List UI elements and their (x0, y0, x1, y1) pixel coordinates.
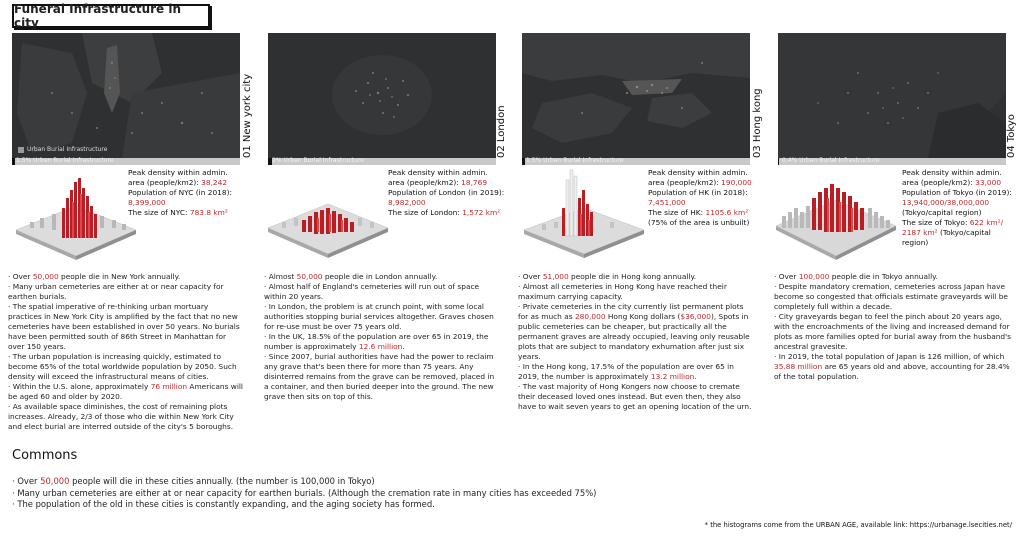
bullet-text: . (402, 342, 405, 351)
bullet-item (264, 272, 500, 282)
burial-bar-label: 1.5% Urban Burial Infrastructure (526, 157, 624, 164)
bullets-new-york (8, 272, 244, 432)
legend-label: Urban Burial Infrastructure (27, 146, 108, 153)
map-legend (18, 146, 107, 153)
city-label-tokyo: 04 Tokyo (1006, 114, 1017, 158)
bullets-london (264, 272, 500, 402)
burial-bar-london (268, 158, 496, 165)
bullet-text: · Since 2007, burial authorities have had the power to reclaim any grave that's been there for more than 75 years. Any disinterred remains from the grave can be removed, placed in a container, and then buried deeper into the ground. The new grave then sits on top of this. (264, 352, 495, 401)
bullet-text: people will die in these cities annually. (the number is 100,000 in Tokyo) (69, 476, 375, 486)
stats-value: 38,242 (201, 178, 228, 187)
stats-line (128, 178, 246, 188)
map-london-graphic (268, 33, 496, 158)
bullet-text: · Private cemeteries in the city currently list permanent plots for as much as (518, 302, 744, 321)
bullet-text: · The urban population is increasing quickly, estimated to become 65% of the total worldwide population by 2050. Such density will exceed the infrastructural means of cities. (8, 352, 237, 381)
bullet-text: · Almost (264, 272, 297, 281)
histogram-new-york (12, 168, 140, 268)
stats-line: Peak density within admin. (902, 168, 1002, 177)
city-label-london: 02 London (496, 105, 507, 158)
bullet-item (8, 272, 244, 282)
histogram-hong-kong (518, 168, 646, 268)
stats-label: The size of London: (388, 208, 463, 217)
stats-value: 8,982,000 (388, 198, 426, 207)
stats-line (648, 208, 766, 218)
burial-bar-label: 1.5% Urban Burial Infrastructure (16, 157, 114, 164)
burial-bar-label: 2% Urban Burial Infrastructure (272, 157, 364, 164)
stats-value: 13,940,000/38,000,000 (902, 198, 990, 207)
stats-new-york (128, 168, 246, 218)
burial-bar-fill (12, 158, 15, 165)
bullet-text: people die in London annually. (322, 272, 438, 281)
bullet-text: · In the UK, 18.5% of the population are over 65 in 2019, the number is approximately (264, 332, 489, 351)
bullet-item (774, 352, 1014, 382)
burial-bar-hong-kong (522, 158, 750, 165)
bullet-item (518, 302, 754, 362)
bullet-text: ), Spots in public cemeteries can be cheaper, but practically all the permanent graves are already occupied, leaving only reusable plots that are subject to mandatory exhumation after just six years. (518, 312, 750, 361)
stats-label: The size of Tokyo: (902, 218, 970, 227)
bullet-text: · Many urban cemeteries are either at or near capacity for earthen burials. (Although the cremation rate in many cities has exceeded 75%) (12, 487, 597, 498)
stats-value: 18,769 (461, 178, 488, 187)
burial-bar-label: 0.4% Urban Burial Infrastructure (782, 157, 880, 164)
bullet-text: · Over (774, 272, 799, 281)
burial-bar-new-york (12, 158, 240, 165)
map-new-york (12, 33, 240, 158)
bullet-text: . (694, 372, 697, 381)
stats-value: 190,000 (721, 178, 752, 187)
bullets-tokyo (774, 272, 1014, 382)
highlight-value: 35.88 million (774, 362, 823, 371)
stats-label: (Tokyo/capital region) (902, 208, 982, 217)
bullets-hong-kong (518, 272, 754, 412)
stats-london (388, 168, 506, 218)
bullet-item (264, 332, 500, 352)
stats-line (128, 208, 246, 218)
stats-value: 33,000 (975, 178, 1002, 187)
legend-swatch-icon (18, 147, 24, 153)
page-title (12, 4, 210, 28)
bullet-text: · Over (12, 476, 41, 486)
stats-line: Population of HK (in 2018): (648, 188, 748, 197)
burial-bar-tokyo (778, 158, 1006, 165)
histogram-london (262, 168, 390, 268)
map-hong-kong (522, 33, 750, 158)
stats-line (388, 178, 506, 188)
map-tokyo-graphic (778, 33, 1006, 158)
highlight-value: 100,000 (798, 272, 830, 281)
stats-line: Population of NYC (in 2018): (128, 188, 232, 197)
map-hong-kong-graphic (522, 33, 750, 158)
stats-value: 622 km²/ 2187 km² (902, 218, 1004, 237)
bullet-text: people die in New York annually. (58, 272, 181, 281)
stats-label: The size of HK: (648, 208, 706, 217)
stats-line: Peak density within admin. (648, 168, 748, 177)
stats-label: area (people/km2): (128, 178, 202, 187)
stats-label: The size of NYC: (128, 208, 190, 217)
stats-value: 1,572 km² (462, 208, 501, 217)
bullet-item (8, 352, 244, 382)
stats-value: 1105.6 km² (705, 208, 749, 217)
bullet-item (264, 302, 500, 332)
bullet-text: · Over (8, 272, 33, 281)
bullet-item (12, 476, 612, 488)
highlight-value: 12.6 million (358, 342, 403, 351)
bullet-item (518, 362, 754, 382)
bullet-text: are 65 years old and above, accounting for 28.4% of the total population. (774, 362, 1010, 381)
bullet-text: · In the Hong kong, 17.5% of the population are over 65 in 2019, the number is approximately (518, 362, 734, 381)
stats-label: area (people/km2): (388, 178, 462, 187)
stats-line (648, 178, 766, 188)
stats-line (902, 178, 1014, 188)
bullet-text: · Despite mandatory cremation, cemeteries across Japan have become so congested that officials estimate graveyards will be completely full within a decade. (774, 282, 1008, 311)
stats-line: Peak density within admin. (388, 168, 488, 177)
stats-hong-kong (648, 168, 766, 228)
bullet-text: · Almost half of England's cemeteries will run out of space within 20 years. (264, 282, 480, 301)
bullet-item (8, 302, 244, 352)
stats-line: Population of Tokyo (in 2019): (902, 188, 1012, 197)
highlight-value: 13.2 million (650, 372, 695, 381)
bullet-item (12, 499, 612, 511)
bullet-item (8, 382, 244, 402)
stats-label: area (people/km2): (648, 178, 722, 187)
bullet-text: people die in Tokyo annually. (829, 272, 938, 281)
bullet-item (774, 312, 1014, 352)
page-title-text: Funeral Infrastructure in city (14, 2, 181, 30)
bullet-item (8, 282, 244, 302)
stats-line (902, 198, 1014, 218)
city-label-hong-kong: 03 Hong kong (752, 88, 763, 158)
bullet-text: Hong Kong dollars ( (605, 312, 681, 321)
stats-line (902, 218, 1014, 248)
highlight-value: 76 million (150, 382, 188, 391)
stats-tokyo (902, 168, 1014, 248)
highlight-value: $36,000 (680, 312, 711, 321)
highlight-value: 50,000 (32, 272, 59, 281)
commons-title: Commons (12, 448, 78, 463)
bullet-item (518, 272, 754, 282)
bullet-text: · Many urban cemeteries are either at or near capacity for earthen burials. (8, 282, 224, 301)
stats-line (388, 208, 506, 218)
bullet-text: · In 2019, the total population of Japan is 126 million, of which (774, 352, 1005, 361)
highlight-value: 50,000 (296, 272, 323, 281)
stats-line: (75% of the area is unbuilt) (648, 218, 750, 227)
burial-bar-fill (778, 158, 779, 165)
bullet-text: · City graveyards began to feel the pinch about 20 years ago, with the encroachments of the living and increased demand for plots as more families opted for burial away from the husband's ancestral gravesite. (774, 312, 1011, 351)
commons-list (12, 476, 612, 511)
highlight-value: 50,000 (40, 476, 70, 486)
stats-value: 783.8 km² (189, 208, 228, 217)
highlight-value: 280,000 (574, 312, 606, 321)
city-label-new-york: 01 New york city (242, 73, 253, 158)
bullet-item (774, 282, 1014, 312)
stats-label: (Tokyo/capital region) (902, 228, 991, 247)
bullet-text: · Almost all cemeteries in Hong Kong have reached their maximum carrying capacity. (518, 282, 727, 301)
histogram-tokyo (772, 168, 900, 268)
bullet-text: · Over (518, 272, 543, 281)
map-london (268, 33, 496, 158)
bullet-text: · In London, the problem is at crunch point, with some local authorities stopping burial services altogether. Graves chosen for re-use must be over 75 years old. (264, 302, 494, 331)
burial-bar-fill (522, 158, 525, 165)
bullet-text: Americans will be aged 60 and older by 2020. (8, 382, 243, 401)
bullet-item (264, 282, 500, 302)
map-new-york-graphic (12, 33, 240, 158)
stats-label: area (people/km2): (902, 178, 976, 187)
stats-value: 8,399,000 (128, 198, 166, 207)
bullet-text: · Within the U.S. alone, approximately (8, 382, 151, 391)
bullet-text: · The spatial imperative of re-thinking urban mortuary practices in New York City is amplified by the fact that no new cemeteries have been established in over 50 years. No burials have been permitted south of 86th Street in Manhattan for over 150 years. (8, 302, 240, 351)
stats-value: 7,451,000 (648, 198, 686, 207)
map-tokyo (778, 33, 1006, 158)
bullet-item (518, 282, 754, 302)
bullet-text: · The population of the old in these cities is constantly expanding, and the aging society has formed. (12, 499, 435, 509)
bullet-item (8, 402, 244, 432)
bullet-item (12, 488, 612, 500)
bullet-item (774, 272, 1014, 282)
bullet-item (518, 382, 754, 412)
stats-line: Population of London (in 2019): (388, 188, 505, 197)
bullet-text: people die in Hong kong annually. (568, 272, 697, 281)
highlight-value: 51,000 (542, 272, 569, 281)
footnote: * the histograms come from the URBAN AGE, available link: https://urbanage.lsecities.net/ (704, 521, 1012, 529)
bullet-text: · The vast majority of Hong Kongers now choose to cremate their deceased loved ones instead. But even then, they also have to wait seven years to get an opening location of the urn. (518, 382, 752, 411)
bullet-item (264, 352, 500, 402)
bullet-text: · As available space diminishes, the cost of remaining plots increases. Already, 2/3 of those who die within New York City and elect burial are interred outside of the city's 5 boroughs. (8, 402, 234, 431)
stats-line: Peak density within admin. (128, 168, 228, 177)
